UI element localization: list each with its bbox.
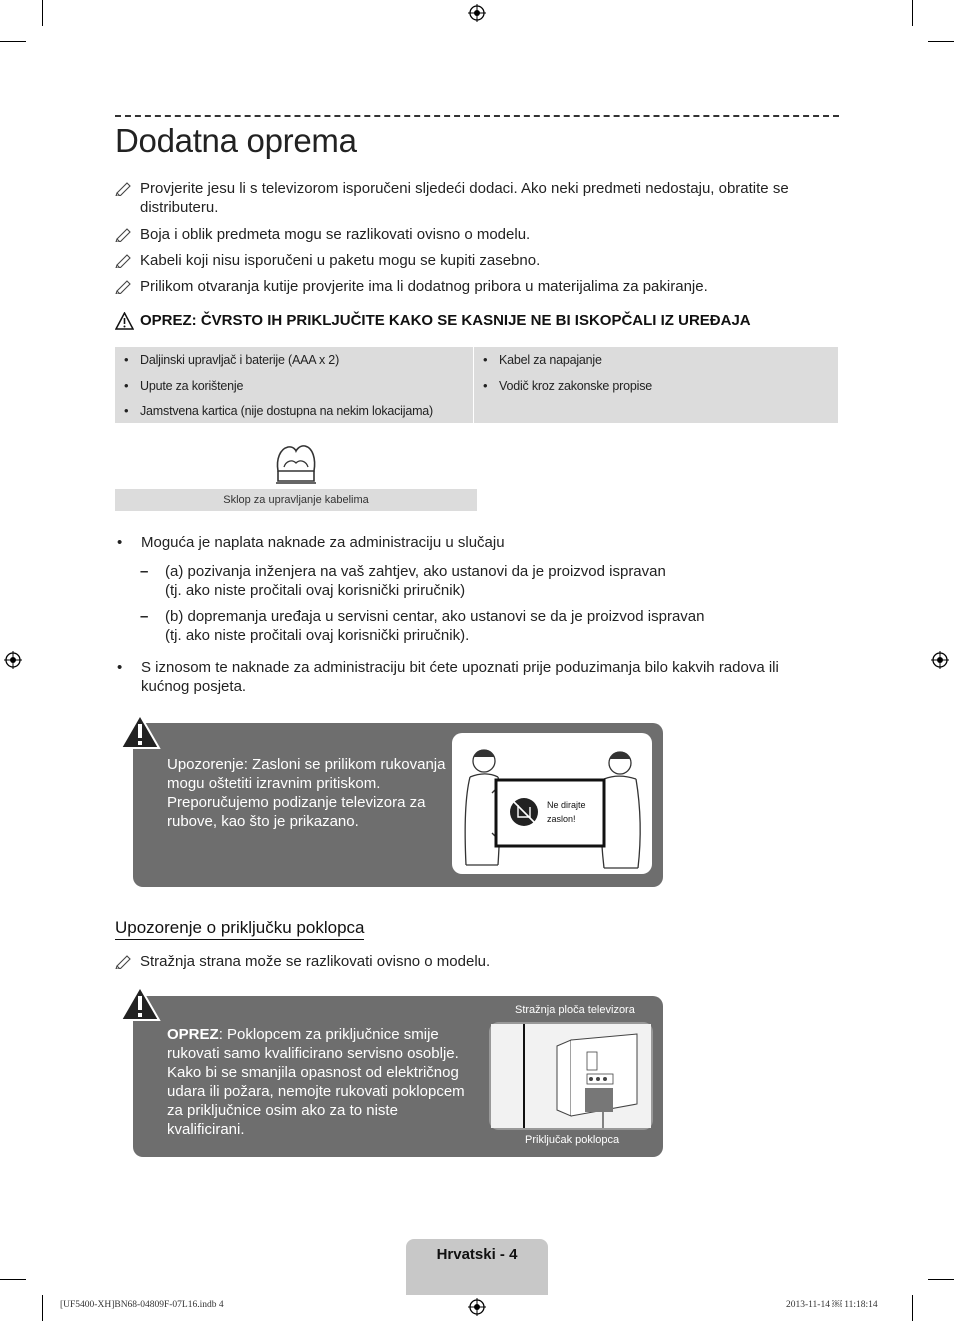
subitem-text [165,607,765,645]
caution-line [115,312,815,332]
pencil-icon [115,252,133,268]
fee-bullet [117,533,817,553]
warning-triangle-icon [119,713,161,750]
fee-subitem [140,607,790,647]
registration-mark-icon [931,651,949,669]
accessory-item: • Kabel za napajanje [499,353,602,367]
accessory-item: • Daljinski upravljač i baterije (AAA x 2) [140,353,339,367]
pencil-icon [115,226,133,242]
accessory-item: • Upute za korištenje [140,379,243,393]
title-rule [115,115,839,117]
crop-mark [912,0,913,26]
subitem-line: (a) pozivanja inženjera na vaš zahtjev, ako ustanovi da je proizvod ispravan [165,563,666,580]
bullet-dot: • [117,659,123,676]
crop-mark [42,0,43,26]
fee-bullet [117,658,817,698]
column-divider [473,347,474,423]
fee-subitem [140,562,790,602]
crop-mark [0,1279,26,1280]
registration-mark-icon [468,4,486,22]
pencil-icon [115,180,133,196]
rear-panel-caption: Stražnja ploča televizora [515,1004,635,1016]
crop-mark [928,1279,954,1280]
rear-panel-drawing-icon [491,1024,651,1128]
bullet-dot: • [117,534,123,551]
subitem-line: (tj. ako niste pročitali ovaj korisnički priručnik). [165,627,470,644]
note-text: Boja i oblik predmeta mogu se razlikovati ovisno o modelu. [140,226,531,243]
warning-text: Upozorenje: Zasloni se prilikom rukovanja mogu oštetiti izravnim pritiskom. Preporučujemo podizanje televizora za rubove, kao što je prikazano. [167,756,446,830]
accessory-item: • Vodič kroz zakonske propise [499,379,652,393]
warning-text [167,1025,477,1139]
page-number: Hrvatski - 4 [436,1246,518,1263]
caution-text: OPREZ: ČVRSTO IH PRIKLJUČITE KAKO SE KASNIJE NE BI ISKOPČALI IZ UREĐAJA [140,312,751,329]
note-text: Prilikom otvaranja kutije provjerite ima li dodatnog pribora u materijalima za pakiranje. [140,278,708,295]
note-item [115,952,815,972]
tv-label-line: zaslon! [547,814,576,824]
section-heading: Upozorenje o priključku poklopca [115,918,364,940]
note-text: Kabeli koji nisu isporučeni u paketu mogu se kupiti zasebno. [140,252,541,269]
tv-label-line: Ne dirajte [547,800,586,810]
tv-handling-illustration [452,733,652,874]
crop-mark [928,41,954,42]
crop-mark [0,41,26,42]
subitem-line: (tj. ako niste pročitali ovaj korisnički priručnik) [165,582,466,599]
rear-panel-illustration [489,1022,653,1130]
accessories-table [115,347,838,423]
note-text: Stražnja strana može se razlikovati ovisno o modelu. [140,953,491,970]
dash-marker: – [140,608,149,625]
page-title: Dodatna oprema [115,122,357,159]
subitem-text [165,562,765,600]
dash-marker: – [140,563,149,580]
pencil-icon [115,278,133,294]
cable-holder-caption: Sklop za upravljanje kabelima [115,489,477,511]
note-text: Provjerite jesu li s televizorom isporučeni sljedeći dodaci. Ako neki predmeti nedostaju, obratite se distributeru. [140,180,789,216]
bullet-text: S iznosom te naknade za administraciju bit ćete upoznati prije poduzimanja bilo kakvih radova ili kućnog posjeta. [141,659,779,695]
warning-body: : Poklopcem za priključnice smije rukovati samo kvalificirano servisno osoblje. Kako bi se smanjila opasnost od električnog udara ili požara, nemojte rukovati poklopcem za priključnice osim ako za to niste kvalificirani. [167,1026,465,1138]
cable-holder-illustration [272,441,320,487]
warning-triangle-icon [119,985,161,1022]
registration-mark-icon [4,651,22,669]
warning-label: OPREZ [167,1026,219,1043]
warning-triangle-icon [115,312,134,330]
print-slug-right: 2013-11-14 ￼ 11:18:14 [786,1300,878,1310]
print-slug-left: [UF5400-XH]BN68-04809F-07L16.indb 4 [60,1300,224,1310]
crop-mark [42,1295,43,1321]
accessory-item: • Jamstvena kartica (nije dostupna na nekim lokacijama) [140,404,433,418]
crop-mark [912,1295,913,1321]
subitem-line: (b) dopremanja uređaja u servisni centar, ako ustanovi se da je proizvod ispravan [165,608,705,625]
registration-mark-icon [468,1298,486,1316]
cover-caption: Priključak poklopca [525,1134,620,1146]
bullet-text: Moguća je naplata naknade za administraciju u slučaju [141,534,505,551]
pencil-icon [115,953,133,969]
